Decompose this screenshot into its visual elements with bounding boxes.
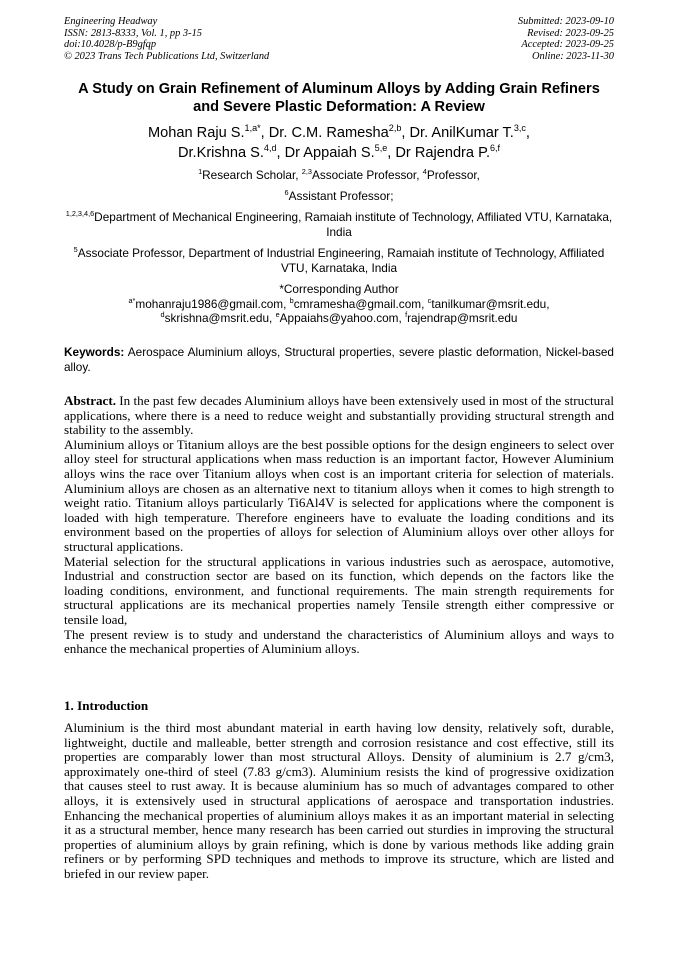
- date-revised: Revised: 2023-09-25: [527, 27, 614, 39]
- author-sup: 1,a*: [244, 123, 261, 134]
- aff-role: Professor,: [426, 168, 480, 182]
- email-sup: c: [427, 295, 432, 305]
- aff-sup: 6: [284, 188, 289, 198]
- abstract-label: Abstract.: [64, 393, 116, 408]
- aff-sup: 2,3: [301, 167, 312, 177]
- journal-name: Engineering Headway: [64, 16, 158, 27]
- abstract-paragraph: [64, 394, 614, 438]
- journal-copyright: © 2023 Trans Tech Publications Ltd, Switzerland: [64, 50, 270, 62]
- author-sup: 6,f: [490, 142, 501, 153]
- corresponding-block: [64, 282, 614, 326]
- abstract: [64, 394, 614, 657]
- aff-role: Assistant Professor;: [288, 189, 394, 203]
- paper-title: A Study on Grain Refinement of Aluminum Alloys by Adding Grain Refiners and Severe Plastic Deformation: A Review: [78, 81, 600, 115]
- email-link[interactable]: mohanraju1986@gmail.com: [135, 296, 284, 311]
- affiliation-mech-dept: [64, 210, 614, 239]
- email-sup: a*: [128, 295, 136, 305]
- author-name: Dr Appaiah S.: [284, 144, 375, 161]
- introduction-paragraph: Aluminium is the third most abundant material in earth having low density, relatively soft, durable, lightweight, ductile and malleable, better strength and corrosion resistance and cost effective, still its properties are comparably lower than most structural Alloys. Density of aluminium is 2.7 g/cm3, approximately one-third of steel (7.83 g/cm3). Aluminium resists the kind of progressive oxidization that causes steel to rust away. It is because aluminium has so much of advantages compared to other alloys, it is extensively used in structural applications of aerospace and transportation industries. Enhancing the mechanical properties of aluminium alloys makes it as an important material in selecting it as a structural member, hence many research has been carried out sturdies in improving the structural properties of aluminium alloys by grain refining, which is done by various methods like adding grain refiners or by performing SPD techniques and methods to improve its structure, which are listed and briefed in our review paper.: [64, 720, 614, 881]
- aff-sup: 1,2,3,4,6: [65, 209, 95, 219]
- author-name: Mohan Raju S.: [148, 125, 245, 141]
- abstract-paragraph: Aluminium alloys or Titanium alloys are the best possible options for the design engineers to select over alloy steel for structural applications when mass reduction is an important factor, However Aluminium alloys wins the race over Titanium alloys when cost is an important criteria for selection of materials. Aluminium alloys are chosen as an alternative next to titanium alloys when it comes to high strength to weight ratio. Titanium alloys particularly Ti6Al4V is selected for applications where the component is loaded with high temperature. Therefore engineers have to evaluate the loading conditions and its environment based on the properties of alloys for selection of Aluminium alloys over other alloys for structural applications.: [64, 436, 614, 554]
- aff-sup: 1: [198, 167, 203, 177]
- email-link[interactable]: skrishna@msrit.edu: [164, 311, 270, 326]
- keywords: [64, 345, 614, 375]
- abstract-text: In the past few decades Aluminium alloys have been extensively used in most of the structural applications, where there is a need to reduce weight and substantially providing structural strength and stability to the assembly.: [64, 393, 614, 438]
- author-line-1: Mohan Raju S.$^{1,a*}$, Dr. C.M. Ramesha$^{2,b}$, Dr. AnilKumar T.$^{3,c}$,: [148, 123, 530, 141]
- aff-dept: Associate Professor, Department of Industrial Engineering, Ramaiah institute of Technology, Affiliated VTU, Karnataka, India: [77, 246, 605, 275]
- section-heading-introduction: 1. Introduction: [64, 698, 149, 713]
- author-sup: 2,b: [388, 123, 402, 134]
- abstract-paragraph: Material selection for the structural applications in various industries such as aerospace, automotive, Industrial and construction sector are based on its function, which depends on the factors like the loading conditions, environment, and functional requirements. The main strength requirements for structural applications are its mechanical properties namely Tensile strength either compressive or tensile load,: [64, 553, 614, 627]
- email-sup: b: [289, 295, 294, 305]
- author-name: Dr Rajendra P.: [395, 144, 490, 161]
- author-name: Dr. C.M. Ramesha: [268, 125, 389, 141]
- publication-dates: [518, 16, 614, 62]
- date-submitted: Submitted: 2023-09-10: [517, 16, 614, 27]
- affiliation-ind-dept: [64, 246, 614, 275]
- aff-sup: 4: [422, 167, 427, 177]
- keywords-label: Keywords:: [64, 345, 125, 359]
- aff-role: Research Scholar,: [202, 168, 302, 182]
- author-sup: 5,e: [374, 142, 388, 153]
- aff-role: Associate Professor,: [311, 168, 423, 182]
- email-sup: d: [160, 310, 165, 320]
- email-line-1: $^{a*}$mohanraju1986@gmail.com, $^b$cmramesha@gmail.com, $^c$tanilkumar@msrit.edu,: [128, 295, 550, 311]
- journal-info: [64, 16, 269, 62]
- date-online: Online: 2023-11-30: [531, 50, 614, 62]
- affiliation-assistant: [64, 189, 614, 204]
- abstract-paragraph: The present review is to study and understand the characteristics of Aluminium alloys and ways to enhance the mechanical properties of Aluminium alloys.: [64, 626, 614, 657]
- aff-sup: 5: [73, 245, 78, 255]
- keywords-text: Aerospace Aluminium alloys, Structural properties, severe plastic deformation, Nickel-based alloy.: [64, 345, 614, 374]
- author-sup: 4,d: [263, 142, 277, 153]
- journal-issn: ISSN: 2813-8333, Vol. 1, pp 3-15: [64, 27, 202, 39]
- email-sup: f: [405, 310, 408, 320]
- corresponding-label: *Corresponding Author: [279, 282, 399, 296]
- journal-doi: doi:10.4028/p-B9gfqp: [64, 39, 157, 51]
- email-link[interactable]: cmramesha@gmail.com: [293, 296, 422, 311]
- author-name: Dr.Krishna S.: [177, 144, 264, 161]
- email-line-2: $^d$skrishna@msrit.edu, $^e$Appaiahs@yahoo.com, $^f$rajendrap@msrit.edu: [160, 310, 518, 326]
- email-link[interactable]: Appaiahs@yahoo.com: [279, 311, 399, 326]
- author-list: [64, 124, 614, 163]
- aff-dept: Department of Mechanical Engineering, Ramaiah institute of Technology, Affiliated VTU, Karnataka, India: [94, 210, 613, 239]
- email-link[interactable]: tanilkumar@msrit.edu: [431, 296, 547, 311]
- author-line-2: Dr.Krishna S.$^{4,d}$, Dr Appaiah S.$^{5,e}$, Dr Rajendra P.$^{6,f}$: [177, 142, 501, 161]
- email-sup: e: [275, 310, 280, 320]
- date-accepted: Accepted: 2023-09-25: [521, 39, 614, 51]
- affiliation-roles: [64, 168, 614, 183]
- author-sup: 3,c: [513, 123, 526, 134]
- email-link[interactable]: rajendrap@msrit.edu: [407, 311, 518, 326]
- author-name: Dr. AnilKumar T.: [409, 125, 514, 141]
